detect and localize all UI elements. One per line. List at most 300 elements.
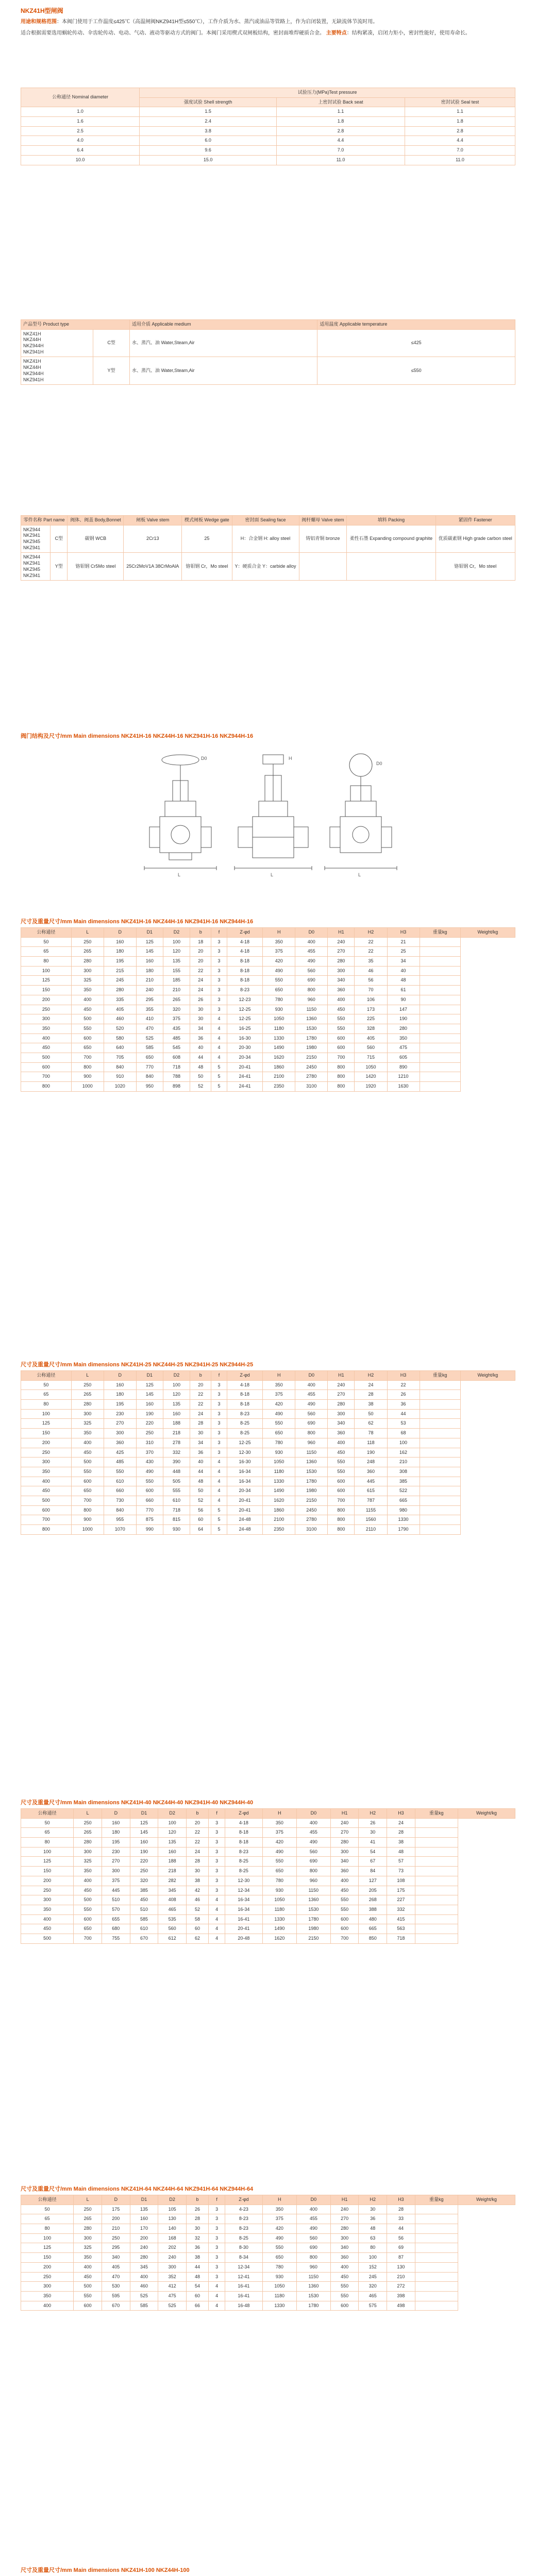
dimension-cell: 450 [21,1486,72,1496]
dimension-cell: 245 [104,976,136,986]
material-model: NKZ945 [23,539,41,545]
dimension-cell: 1150 [295,1448,328,1458]
dimension-header: 重量kg [415,2195,458,2205]
dimension-cell: 415 [387,1914,415,1924]
dimension-cell: 500 [21,1496,72,1505]
dimension-header: f [209,2195,225,2205]
dimension-cell: 545 [163,1043,190,1053]
dimension-cell: 12-34 [225,2262,263,2272]
dimension-cell: 1070 [104,1525,136,1535]
dimension-cell: 28 [387,1828,415,1838]
dimension-section [21,1798,515,1944]
dimension-cell: 300 [21,2282,74,2292]
dimension-cell: 612 [158,1934,187,1943]
dimension-cell: 4-18 [227,1380,263,1390]
dimension-cell: 20 [190,947,211,957]
dimension-cell: 955 [104,1515,136,1525]
dimension-cell: 80 [359,2243,387,2253]
dimension-cell: 120 [158,1828,187,1838]
pressure-cell: 2.8 [277,126,405,136]
dimension-cell: 600 [328,1033,355,1043]
dimension-cell: 450 [21,1043,72,1053]
dimension-cell: 54 [359,1847,387,1857]
dimension-cell: 450 [330,1886,359,1895]
dimension-cell: 44 [186,2262,208,2272]
dimension-cell: 3 [209,1886,225,1895]
dimension-cell: 52 [190,1496,211,1505]
dimension-cell: 40 [190,1043,211,1053]
dimension-cell: 16-30 [227,1458,263,1467]
dimension-cell: 1330 [387,1515,420,1525]
dimension-cell: 30 [186,1867,208,1876]
dimension-cell: 480 [359,1914,387,1924]
dimension-cell: 26 [359,1818,387,1828]
dimension-cell: 550 [330,1895,359,1905]
dimension-cell: 600 [328,1043,355,1053]
dimension-cell: 195 [104,957,136,967]
dimension-cell: 505 [163,1477,190,1486]
dimension-cell: 875 [136,1515,163,1525]
material-sealing: Y：硬质合金 Y：carbide alloy [232,553,299,581]
dimension-row [21,976,515,986]
dimension-cell: 670 [102,2301,130,2311]
dimension-cell: 1490 [263,1486,295,1496]
dimension-cell: 20 [190,957,211,967]
dimension-cell: 1155 [355,1505,387,1515]
dimension-cell: 150 [21,1429,72,1438]
material-model: NKZ941 [23,545,41,550]
dimension-cell: 448 [163,1467,190,1477]
dimension-cell: 400 [295,937,328,947]
dimension-cell-empty [420,1380,460,1390]
dimension-cell: 605 [387,1053,420,1062]
material-wedge: 25 [182,525,232,553]
dimension-cell: 180 [136,966,163,976]
dimension-cell-empty [420,1082,460,1092]
dimension-cell: 69 [387,2243,415,2253]
dimension-cell: 700 [74,1934,102,1943]
dimension-cell: 800 [21,1525,72,1535]
dimension-cell: 265 [163,995,190,1005]
dimension-cell: 120 [163,947,190,957]
dimension-cell: 280 [104,986,136,995]
dimension-cell: 28 [355,1390,387,1400]
dimension-cell: 34 [387,957,420,967]
dimension-cell: 4 [211,1477,227,1486]
dimension-header: D2 [158,2195,187,2205]
dimension-row [21,1390,515,1400]
svg-text:D0: D0 [201,756,207,761]
dimension-cell: 34 [190,1024,211,1033]
dimension-cell-empty [420,957,460,967]
dimension-cell: 16-41 [225,2282,263,2292]
pressure-row [21,155,515,165]
dimension-cell: 1360 [296,1895,330,1905]
dimension-cell-empty [420,1477,460,1486]
dimension-cell: 24 [190,1409,211,1419]
dimension-cell: 460 [104,1014,136,1024]
dimension-cell: 450 [74,2272,102,2282]
dimension-cell: 840 [136,1072,163,1082]
dimension-cell: 332 [163,1448,190,1458]
dimension-row [21,1438,515,1448]
dimension-cell: 280 [71,957,104,967]
dimension-cell: 780 [263,1438,295,1448]
dimension-cell: 310 [136,1438,163,1448]
dimension-row [21,1033,515,1043]
dimension-header: H3 [387,2195,415,2205]
dimension-cell: 3 [209,2224,225,2234]
dimension-cell: 350 [71,1429,104,1438]
dimension-cell: 70 [355,986,387,995]
dimension-header: H [262,2195,296,2205]
dimension-cell: 355 [136,1005,163,1014]
dimension-cell: 28 [186,2214,208,2224]
dimension-cell: 46 [355,966,387,976]
product-models [21,357,93,385]
dimension-cell: 405 [102,2262,130,2272]
pressure-cell: 4.4 [277,136,405,146]
dimension-cell: 12-23 [227,995,263,1005]
pressure-cell: 7.0 [277,146,405,156]
dimension-cell: 65 [21,1828,74,1838]
dimension-cell: 200 [21,2262,74,2272]
dimension-cell: 5 [211,1082,227,1092]
dimension-cell: 90 [387,995,420,1005]
pressure-cell: 7.0 [405,146,515,156]
dimension-cell: 328 [355,1024,387,1033]
dimension-cell: 300 [328,966,355,976]
dimension-cell-empty [420,1390,460,1400]
dimension-cell: 550 [262,2243,296,2253]
dimension-header: D [104,928,136,938]
page-header [21,6,515,40]
dimension-cell: 5 [211,1525,227,1535]
material-packing [347,553,435,581]
dimension-cell: 2350 [263,1525,295,1535]
valve-diagram [21,742,515,902]
dimension-cell: 340 [328,1419,355,1429]
dimension-cell: 375 [102,1876,130,1886]
dimension-cell: 240 [328,937,355,947]
dimension-cell: 16-48 [225,2301,263,2311]
dimension-cell: 50 [190,1486,211,1496]
dimension-cell: 240 [330,1818,359,1828]
dimension-cell: 600 [328,1477,355,1486]
material-material: 铬钼钢 Cr5Mo steel [68,553,124,581]
dimension-cell: 960 [295,1438,328,1448]
dimension-cell-empty [415,1857,458,1867]
pressure-row [21,117,515,127]
dimension-cell: 700 [71,1053,104,1062]
dimension-cell: 36 [359,2214,387,2224]
dimension-cell: 64 [190,1525,211,1535]
dimension-cell-empty [415,2224,458,2234]
dimension-cell: 4 [211,1496,227,1505]
dimension-cell: 56 [387,2233,415,2243]
dimension-cell: 160 [104,937,136,947]
dimension-cell-empty [420,937,460,947]
dimension-cell-empty [420,1448,460,1458]
pressure-cell: 4.0 [21,136,140,146]
dimension-cell: 175 [102,2205,130,2214]
pressure-cell: 2.4 [140,117,277,127]
dimension-cell: 250 [74,1818,102,1828]
dimension-cell: 332 [387,1905,415,1914]
dimension-cell: 65 [21,1390,72,1400]
dimension-cell: 147 [387,1005,420,1014]
dimension-cell: 300 [21,1014,72,1024]
dimension-cell-empty [415,2243,458,2253]
dimension-cell: 28 [186,1857,208,1867]
dimension-row [21,1072,515,1082]
dimension-cell: 490 [296,1838,330,1848]
dimension-cell: 16-34 [225,1905,263,1914]
dimension-header: L [74,1809,102,1819]
dimension-cell: 33 [387,2214,415,2224]
dimension-cell: 125 [21,1857,74,1867]
dimension-cell: 370 [136,1448,163,1458]
dimension-cell: 490 [262,1847,296,1857]
dimension-cell: 450 [21,1924,74,1934]
dimension-header: Z-φd [225,2195,263,2205]
dimension-cell: 300 [330,2233,359,2243]
dimension-cell: 282 [158,1876,187,1886]
dimension-header-row [21,1809,515,1819]
dimension-cell-empty [420,1438,460,1448]
dimension-cell: 535 [158,1914,187,1924]
dimension-cell: 8-34 [225,2253,263,2263]
dimension-cell: 48 [387,976,420,986]
dimension-header: b [186,2195,208,2205]
dimension-cell: 300 [71,1409,104,1419]
dimension-row [21,1043,515,1053]
dimension-cell: 300 [74,2233,102,2243]
dimension-cell-empty [415,1828,458,1838]
dimension-header: L [74,2195,102,2205]
material-header: 填料 Packing [347,516,435,526]
dimension-cell: 1620 [263,1053,295,1062]
dimension-cell: 250 [71,1380,104,1390]
dimension-cell: 24-48 [227,1525,263,1535]
dimension-row [21,957,515,967]
dimension-cell: 350 [74,2253,102,2263]
dimension-cell: 800 [328,1082,355,1092]
material-fastener: 铬钼钢 Cr，Mo steel [435,553,515,581]
dimension-cell: 585 [136,1043,163,1053]
dimension-header: H3 [387,1809,415,1819]
dimension-cell: 135 [163,1400,190,1410]
dimension-cell: 4-18 [227,937,263,947]
dimension-cell: 890 [387,1062,420,1072]
dimension-cell: 18 [190,937,211,947]
dimension-cell: 800 [296,1867,330,1876]
dimension-cell: 335 [104,995,136,1005]
dimension-cell: 210 [136,976,163,986]
dimension-header: H [263,1371,295,1381]
dimension-cell: 400 [74,2262,102,2272]
dimension-cell: 690 [295,976,328,986]
dimension-cell: 660 [136,1496,163,1505]
dimension-cell: 58 [186,1914,208,1924]
dimension-cell: 430 [136,1458,163,1467]
dimension-cell: 3 [209,2262,225,2272]
dimension-cell-empty [415,1934,458,1943]
dimension-cell-empty [420,976,460,986]
dimension-cell: 1360 [296,2282,330,2292]
dimension-cell-empty [420,1429,460,1438]
dimension-cell: 36 [186,2243,208,2253]
dimension-cell: 12-25 [227,1014,263,1024]
page-title: NKZ41H型闸阀 [21,7,63,14]
dimension-cell: 30 [190,1429,211,1438]
material-model: NKZ941 [23,533,41,538]
dimension-cell: 16-30 [227,1033,263,1043]
dimension-cell: 50 [190,1072,211,1082]
dimension-cell: 340 [102,2253,130,2263]
dimension-cell: 38 [186,2253,208,2263]
dimension-cell: 8-23 [225,1847,263,1857]
product-model: NKZ941H [23,349,44,354]
dimension-cell: 8-25 [225,1857,263,1867]
dimension-cell: 3 [209,1847,225,1857]
dimension-cell: 240 [330,2205,359,2214]
dimension-row [21,966,515,976]
dimension-cell: 125 [136,937,163,947]
dimension-cell: 3 [211,1419,227,1429]
dimension-row [21,1934,515,1943]
dimension-cell: 2150 [295,1496,328,1505]
dimension-cell: 8-23 [225,2224,263,2234]
dimension-cell-empty [415,1876,458,1886]
dimension-cell: 20-34 [227,1486,263,1496]
dimension-cell: 340 [330,1857,359,1867]
dimension-cell: 24-41 [227,1082,263,1092]
dimension-section-title: 尺寸及重量尺寸/mm Main dimensions NKZ41H-16 NKZ44H-16 NKZ941H-16 NKZ944H-16 [21,919,254,925]
dimension-cell: 3 [209,2214,225,2224]
dimension-cell: 280 [74,2224,102,2234]
dimension-header: H2 [359,2195,387,2205]
dimension-cell: 16-34 [227,1467,263,1477]
dimension-cell: 278 [163,1438,190,1448]
pressure-cell: 6.0 [140,136,277,146]
dimension-cell: 36 [190,1033,211,1043]
dimension-cell: 220 [136,1419,163,1429]
dimension-cell: 125 [21,976,72,986]
dimension-cell-empty [420,1014,460,1024]
dimension-cell: 8-23 [225,2214,263,2224]
dimension-cell: 787 [355,1496,387,1505]
dimension-row [21,1838,515,1848]
dimension-cell: 130 [158,2214,187,2224]
dimension-cell: 520 [104,1024,136,1033]
dimension-cell: 610 [130,1924,158,1934]
dimension-cell: 3 [211,1429,227,1438]
dimension-cell: 280 [330,1838,359,1848]
dimension-cell: 3 [211,1005,227,1014]
dimension-cell: 375 [263,947,295,957]
dimension-cell: 280 [328,1400,355,1410]
product-row [21,357,515,385]
dimension-cell: 21 [387,937,420,947]
pressure-cell: 1.1 [405,107,515,117]
dimension-cell: 26 [190,995,211,1005]
dimension-cell: 2150 [296,1934,330,1943]
dimension-cell: 202 [158,2243,187,2253]
dimension-section-title: 尺寸及重量尺寸/mm Main dimensions NKZ41H-40 NKZ44H-40 NKZ941H-40 NKZ944H-40 [21,1800,254,1806]
dimension-cell: 68 [387,1429,420,1438]
dimension-cell: 525 [136,1033,163,1043]
dimension-header: f [211,1371,227,1381]
dimension-cell: 360 [355,1467,387,1477]
dimension-cell: 1780 [295,1477,328,1486]
pressure-row [21,107,515,117]
dimension-cell: 250 [71,937,104,947]
dimension-cell: 360 [328,1429,355,1438]
dimension-row [21,1505,515,1515]
dimension-header-row [21,2195,515,2205]
dimension-cell: 145 [136,1390,163,1400]
dimension-cell: 135 [130,2205,158,2214]
dimension-cell: 2100 [263,1515,295,1525]
dimension-cell: 550 [71,1467,104,1477]
dimension-cell-empty [420,1515,460,1525]
dimension-cell: 525 [130,2291,158,2301]
dimension-cell: 360 [104,1438,136,1448]
dimension-cell: 60 [186,2291,208,2301]
dimension-cell: 700 [71,1496,104,1505]
dimension-cell-empty [415,1886,458,1895]
dimension-cell: 248 [355,1458,387,1467]
dimension-header: b [190,1371,211,1381]
dimension-cell: 450 [74,1886,102,1895]
dimension-row [21,1400,515,1410]
dimension-cell: 100 [21,1409,72,1419]
dimension-cell: 3 [211,1409,227,1419]
dimension-cell: 200 [130,2233,158,2243]
dimension-cell: 930 [262,1886,296,1895]
dimension-cell: 34 [190,1438,211,1448]
dimension-cell: 105 [158,2205,187,2214]
dimension-cell: 8-18 [227,966,263,976]
dimension-cell: 550 [74,1905,102,1914]
dimension-cell: 400 [71,1438,104,1448]
dimension-header: D0 [295,928,328,938]
material-model: NKZ941 [23,572,41,578]
dimension-cell: 8-18 [225,1828,263,1838]
dimension-cell: 1330 [262,2301,296,2311]
dimension-cell: 522 [387,1486,420,1496]
dimension-cell: 3100 [295,1525,328,1535]
dimension-cell: 320 [163,1005,190,1014]
dimension-cell: 770 [136,1505,163,1515]
dimension-header: D1 [130,1809,158,1819]
dimension-cell: 84 [359,1867,387,1876]
dimension-cell: 100 [163,937,190,947]
dimension-cell: 930 [263,1005,295,1014]
dimension-cell: 268 [359,1895,387,1905]
dimension-cell: 210 [102,2224,130,2234]
intro-text-1: ：本阀门使用于工作温度≤425℃（高温闸阀NKZ941H型≤550℃），工作介质为水、蒸汽或油品等管路上，作为启闭装置，无缺流体节流时用。 [57,19,378,25]
dimension-cell: 490 [263,966,295,976]
dimension-cell: 16-41 [225,2291,263,2301]
dimension-cell: 52 [190,1082,211,1092]
dimension-cell: 500 [74,1895,102,1905]
dimension-cell: 188 [158,1857,187,1867]
dimension-cell: 190 [130,1847,158,1857]
dimension-cell: 295 [102,2243,130,2253]
dimension-cell: 40 [190,1458,211,1467]
